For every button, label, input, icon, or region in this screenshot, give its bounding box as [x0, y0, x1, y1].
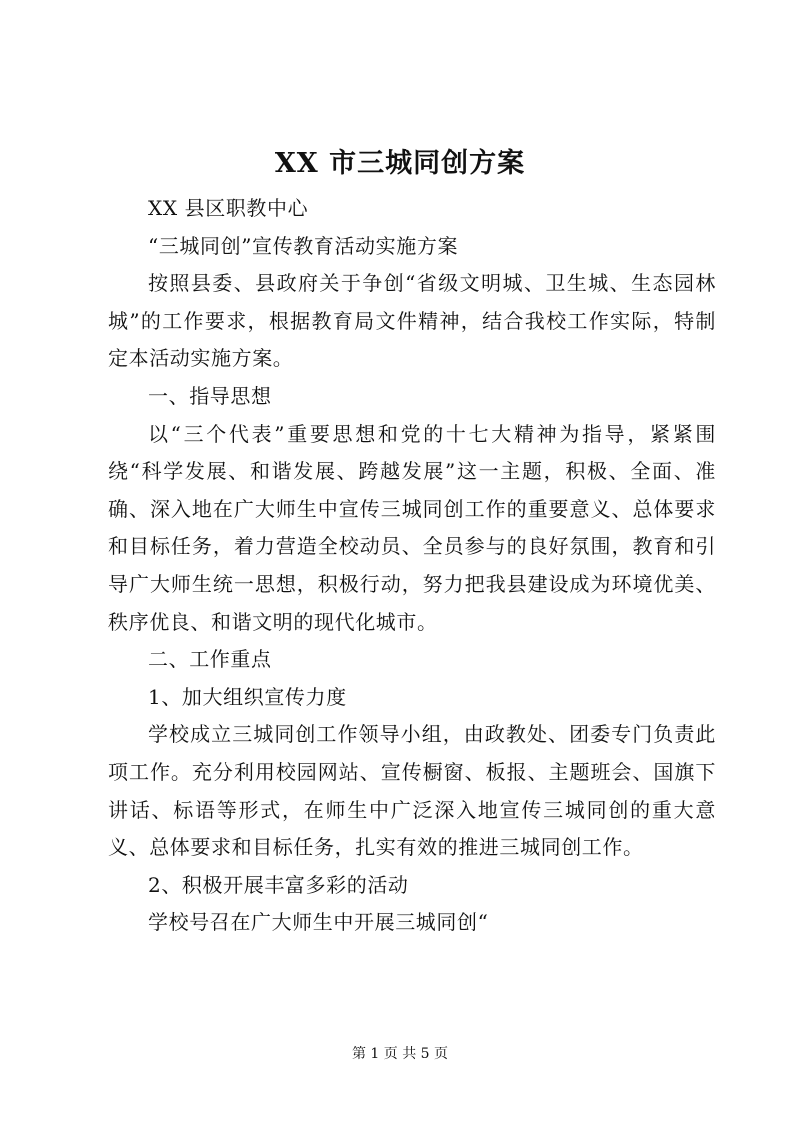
- page-number-footer: 第 1 页 共 5 页: [351, 1046, 449, 1062]
- document-title: XX 市三城同创方案: [274, 148, 526, 179]
- section-heading-guiding-thought: 一、指导思想: [148, 383, 272, 408]
- paragraph-activities: 学校号召在广大师生中开展三城同创“: [148, 910, 489, 935]
- paragraph-plan-subtitle: “三城同创”宣传教育活动实施方案: [148, 233, 459, 258]
- subheading-organization: 1、加大组织宣传力度: [148, 684, 347, 709]
- paragraph-guiding-thought: 以“三个代表”重要思想和党的十七大精神为指导，紧紧围绕“科学发展、和谐发展、跨越发展”这一主题，积极、全面、准确、深入地在广大师生中宣传三城同创工作的重要意义、总体要求和目标任务，着力营造全校动员、全员参与的良好氛围，教育和引导广大师生统一思想，积极行动，努力把我县建设成为环境优美、秩序优良、和谐文明的现代化城市。: [108, 421, 716, 634]
- section-heading-work-focus: 二、工作重点: [148, 647, 272, 672]
- paragraph-school-name: XX 县区职教中心: [148, 196, 309, 220]
- subheading-activities: 2、积极开展丰富多彩的活动: [148, 872, 409, 897]
- paragraph-intro: 按照县委、县政府关于争创“省级文明城、卫生城、生态园林城”的工作要求，根据教育局文件精神，结合我校工作实际，特制定本活动实施方案。: [108, 271, 716, 371]
- paragraph-organization: 学校成立三城同创工作领导小组，由政教处、团委专门负责此项工作。充分利用校园网站、宣传橱窗、板报、主题班会、国旗下讲话、标语等形式，在师生中广泛深入地宣传三城同创的重大意义、总体要求和目标任务，扎实有效的推进三城同创工作。: [108, 722, 716, 860]
- document-body: [108, 190, 716, 942]
